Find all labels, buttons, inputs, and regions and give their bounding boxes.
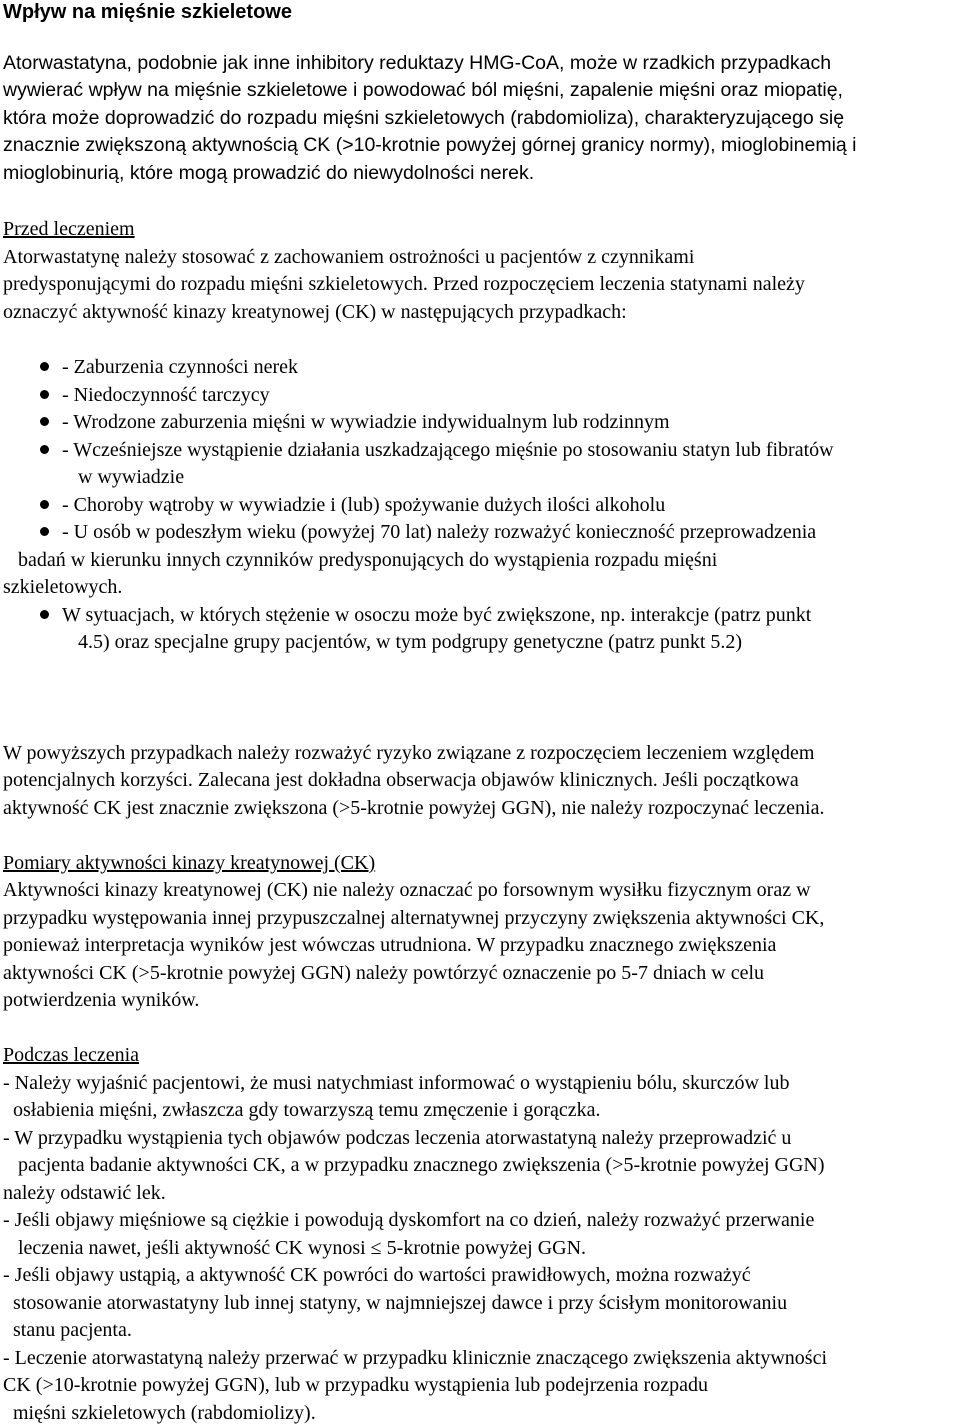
- list-item: - Niedoczynność tarczycy: [62, 384, 270, 406]
- paragraph-line: aktywności CK (>5-krotnie powyżej GGN) należy powtórzyć oznaczenie po 5-7 dniach w celu: [3, 962, 765, 984]
- bullet-icon: [40, 527, 49, 536]
- page-title: Wpływ na mięśnie szkieletowe: [3, 1, 292, 23]
- paragraph-line: mięśni szkieletowych (rabdomiolizy).: [13, 1402, 316, 1424]
- intro-line: mioglobinurią, które mogą prowadzić do niewydolności nerek.: [3, 162, 535, 184]
- paragraph-line: pacjenta badanie aktywności CK, a w przypadku znacznego zwiększenia (>5-krotnie powyżej GGN): [18, 1154, 825, 1176]
- list-item: W sytuacjach, w których stężenie w osoczu może być zwiększone, np. interakcje (patrz punkt: [62, 604, 812, 626]
- paragraph-line: stanu pacjenta.: [13, 1319, 132, 1341]
- bullet-icon: [40, 417, 49, 426]
- bullet-icon: [40, 445, 49, 454]
- list-item-continuation: w wywiadzie: [78, 466, 185, 488]
- list-item: - Zaburzenia czynności nerek: [62, 356, 298, 378]
- bullet-icon: [40, 500, 49, 509]
- paragraph-line: oznaczyć aktywność kinazy kreatynowej (CK) w następujących przypadkach:: [3, 301, 627, 323]
- paragraph-line: ponieważ interpretacja wyników jest wówczas utrudniona. W przypadku znacznego zwiększenia: [3, 934, 777, 956]
- list-item-continuation: szkieletowych.: [3, 576, 123, 598]
- section-heading: Przed leczeniem: [3, 218, 135, 240]
- paragraph-line: leczenia nawet, jeśli aktywność CK wynosi ≤ 5-krotnie powyżej GGN.: [18, 1237, 587, 1259]
- paragraph-line: Aktywności kinazy kreatynowej (CK) nie należy oznaczać po forsownym wysiłku fizycznym oraz w: [3, 879, 811, 901]
- paragraph-line: Atorwastatynę należy stosować z zachowaniem ostrożności u pacjentów z czynnikami: [3, 246, 695, 268]
- paragraph-line: przypadku występowania innej przypuszczalnej alternatywnej przyczyny zwiększenia aktywności CK,: [3, 907, 825, 929]
- list-item: - Wcześniejsze wystąpienie działania uszkadzającego mięśnie po stosowaniu statyn lub fibratów: [62, 439, 834, 461]
- list-item: - Choroby wątroby w wywiadzie i (lub) spożywanie dużych ilości alkoholu: [62, 494, 666, 516]
- paragraph-line: - Jeśli objawy mięśniowe są ciężkie i powodują dyskomfort na co dzień, należy rozważyć przerwanie: [3, 1209, 815, 1231]
- paragraph-line: - Leczenie atorwastatyną należy przerwać w przypadku klinicznie znaczącego zwiększenia aktywności: [3, 1347, 828, 1369]
- section-heading: Podczas leczenia: [3, 1044, 140, 1066]
- intro-line: wywierać wpływ na mięśnie szkieletowe i powodować ból mięśni, zapalenie mięśni oraz miopatię,: [3, 79, 843, 101]
- paragraph-line: W powyższych przypadkach należy rozważyć ryzyko związane z rozpoczęciem leczeniem względem: [3, 742, 815, 764]
- list-item-continuation: 4.5) oraz specjalne grupy pacjentów, w tym podgrupy genetyczne (patrz punkt 5.2): [78, 631, 743, 653]
- paragraph-line: należy odstawić lek.: [3, 1182, 166, 1204]
- paragraph-line: aktywność CK jest znacznie zwiększona (>5-krotnie powyżej GGN), nie należy rozpoczynać leczenia.: [3, 797, 825, 819]
- paragraph-line: - Jeśli objawy ustąpią, a aktywność CK powróci do wartości prawidłowych, można rozważyć: [3, 1264, 751, 1286]
- list-item-continuation: badań w kierunku innych czynników predysponujących do wystąpienia rozpadu mięśni: [18, 549, 718, 571]
- bullet-icon: [40, 610, 49, 619]
- paragraph-line: CK (>10-krotnie powyżej GGN), lub w przypadku wystąpienia lub podejrzenia rozpadu: [3, 1374, 708, 1396]
- intro-line: Atorwastatyna, podobnie jak inne inhibitory reduktazy HMG-CoA, może w rzadkich przypadkach: [3, 52, 832, 74]
- intro-line: która może doprowadzić do rozpadu mięśni szkieletowych (rabdomioliza), charakteryzującego się: [3, 107, 845, 129]
- paragraph-line: potwierdzenia wyników.: [3, 989, 200, 1011]
- paragraph-line: - Należy wyjaśnić pacjentowi, że musi natychmiast informować o wystąpieniu bólu, skurczów lub: [3, 1072, 790, 1094]
- section-heading: Pomiary aktywności kinazy kreatynowej (CK): [3, 852, 376, 874]
- list-item: - Wrodzone zaburzenia mięśni w wywiadzie indywidualnym lub rodzinnym: [62, 411, 670, 433]
- paragraph-line: - W przypadku wystąpienia tych objawów podczas leczenia atorwastatyną należy przeprowadzić u: [3, 1127, 792, 1149]
- intro-line: znacznie zwiększoną aktywnością CK (>10-krotnie powyżej górnej granicy normy), mioglobinemią i: [3, 134, 857, 156]
- paragraph-line: osłabienia mięśni, zwłaszcza gdy towarzyszą temu zmęczenie i gorączka.: [13, 1099, 601, 1121]
- bullet-icon: [40, 390, 49, 399]
- list-item: - U osób w podeszłym wieku (powyżej 70 lat) należy rozważyć konieczność przeprowadzenia: [62, 521, 817, 543]
- paragraph-line: potencjalnych korzyści. Zalecana jest dokładna obserwacja objawów klinicznych. Jeśli początkowa: [3, 769, 799, 791]
- paragraph-line: stosowanie atorwastatyny lub innej statyny, w najmniejszej dawce i przy ścisłym monitorowaniu: [13, 1292, 788, 1314]
- bullet-icon: [40, 362, 49, 371]
- paragraph-line: predysponującymi do rozpadu mięśni szkieletowych. Przed rozpoczęciem leczenia statynami należy: [3, 273, 805, 295]
